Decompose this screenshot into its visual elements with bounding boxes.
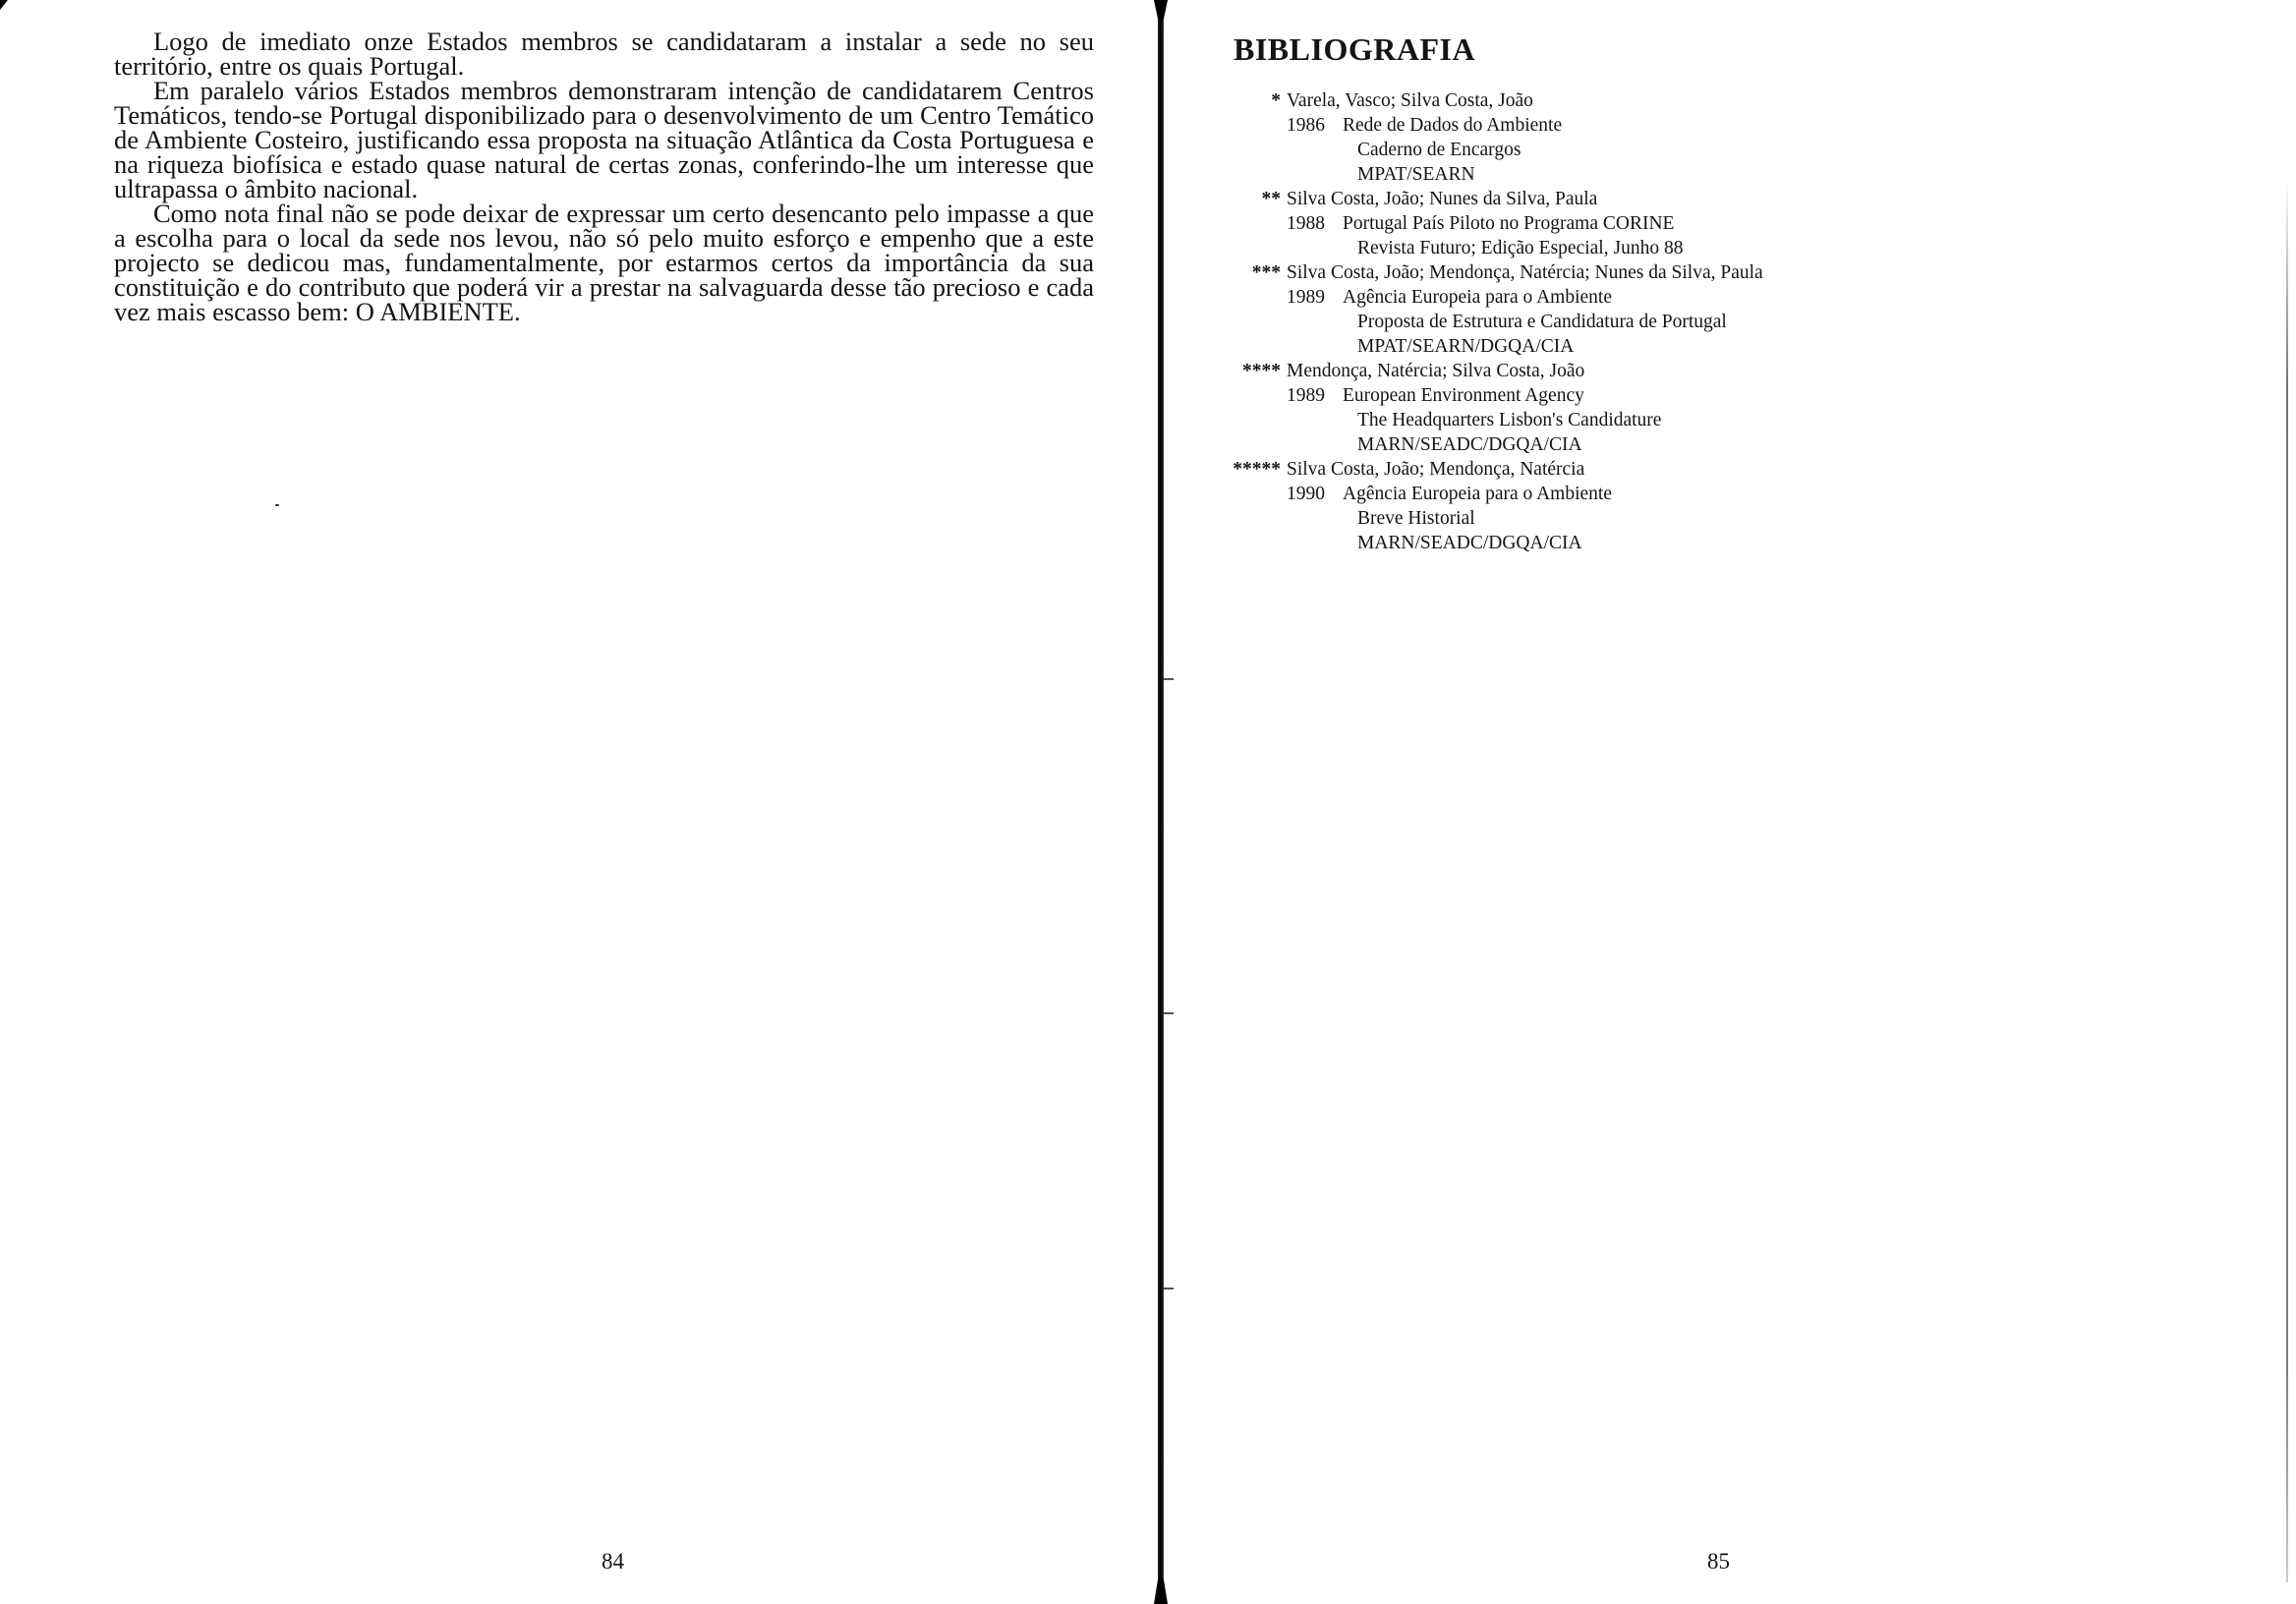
entry-authors: Silva Costa, João; Mendonça, Natércia; Nunes da Silva, Paula <box>1287 262 1763 283</box>
entry-line: European Environment Agency <box>1343 385 1584 406</box>
bibliography-entry <box>1165 260 2246 359</box>
entry-line: The Headquarters Lisbon's Candidature <box>1357 410 1662 430</box>
entry-line: Breve Historial <box>1357 508 1475 529</box>
binding-line <box>1158 0 1164 1604</box>
bibliography-entry <box>1165 457 2246 555</box>
bibliography-entry <box>1165 359 2246 457</box>
bibliography-entry <box>1165 88 2246 187</box>
entry-line: MPAT/SEARN <box>1357 164 1475 185</box>
entry-year: 1989 <box>1287 385 1325 406</box>
entry-authors: Silva Costa, João; Mendonça, Natércia <box>1287 459 1585 480</box>
bibliography-entry <box>1165 187 2246 260</box>
left-page-body <box>114 29 1094 324</box>
entry-line: Agência Europeia para o Ambiente <box>1343 287 1612 308</box>
entry-marker: **** <box>1242 361 1281 381</box>
paragraph: Em paralelo vários Estados membros demonstraram intenção de candidatarem Centros Temáticos, tendo-se Portugal disponibilizado para o desenvolvimento de um Centro Temático de Ambiente Costeiro, justificando essa proposta na situação Atlântica da Costa Portuguesa e na riqueza biofísica e estado quase natural de certas zonas, conferindo-lhe um interesse que ultrapassa o âmbito nacional. <box>114 76 1094 203</box>
entry-authors: Varela, Vasco; Silva Costa, João <box>1287 90 1533 111</box>
entry-authors: Mendonça, Natércia; Silva Costa, João <box>1287 361 1585 381</box>
page-edge-shadow <box>2286 177 2288 1582</box>
bibliography-title: BIBLIOGRAFIA <box>1234 31 1476 67</box>
page-number: 85 <box>1707 1549 1730 1574</box>
entry-year: 1989 <box>1287 287 1325 308</box>
entry-line: Proposta de Estrutura e Candidatura de Portugal <box>1357 312 1727 332</box>
entry-line: MPAT/SEARN/DGQA/CIA <box>1357 336 1575 357</box>
entry-year: 1986 <box>1287 115 1325 136</box>
entry-authors: Silva Costa, João; Nunes da Silva, Paula <box>1287 189 1598 209</box>
right-page <box>1165 0 2296 1604</box>
entry-marker: ***** <box>1233 459 1281 480</box>
paragraph: Como nota final não se pode deixar de expressar um certo desencanto pelo impasse a que a escolha para o local da sede nos levou, não só pelo muito esforço e empenho que a este projecto se dedicou mas, fundamentalmente, por estarmos certos da importância da sua constituição e do contributo que poderá vir a prestar na salvaguarda desse tão precioso e cada vez mais escasso bem: O AMBIENTE. <box>114 199 1094 326</box>
entry-marker: *** <box>1251 262 1281 283</box>
entry-line: Rede de Dados do Ambiente <box>1343 115 1563 136</box>
entry-year: 1988 <box>1287 213 1325 234</box>
entry-marker: ** <box>1261 189 1281 209</box>
entry-line: Agência Europeia para o Ambiente <box>1343 484 1612 504</box>
page-number: 84 <box>602 1549 624 1574</box>
entry-line: MARN/SEADC/DGQA/CIA <box>1357 434 1582 455</box>
scan-speck <box>275 504 279 506</box>
left-page <box>0 0 1145 1604</box>
paragraph: Logo de imediato onze Estados membros se candidataram a instalar a sede no seu território, entre os quais Portugal. <box>114 27 1094 81</box>
entry-line: Portugal País Piloto no Programa CORINE <box>1343 213 1675 234</box>
entry-line: Caderno de Encargos <box>1357 140 1521 160</box>
entry-marker: * <box>1271 90 1281 111</box>
entry-line: MARN/SEADC/DGQA/CIA <box>1357 533 1582 553</box>
entry-year: 1990 <box>1287 484 1325 504</box>
bibliography-list <box>1165 88 2246 555</box>
entry-line: Revista Futuro; Edição Especial, Junho 88 <box>1357 238 1684 258</box>
